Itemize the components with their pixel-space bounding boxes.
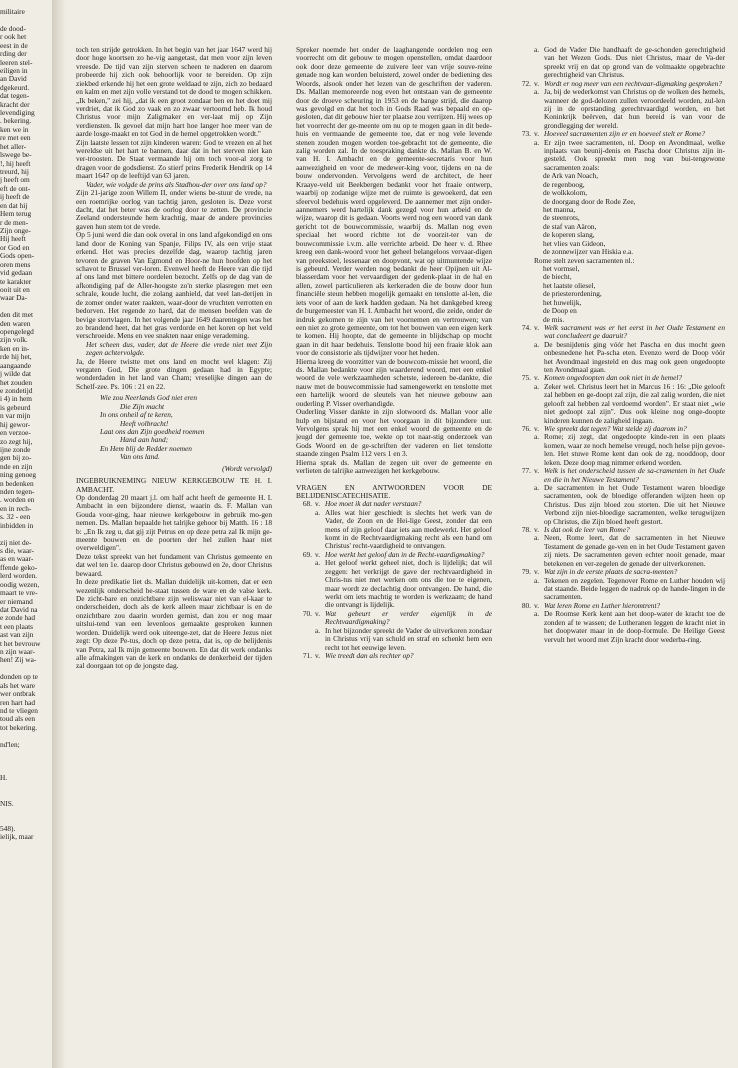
- margin-line: opengelegd: [0, 328, 34, 337]
- margin-line: [0, 530, 50, 538]
- answer-text: Het geloof werkt geheel niet, doch is lijdelijk; dat wil zeggen: het verkrijgt de gave der rechtvaardigheid in Chris-tus niet met werken om ons die toe te eigenen, maar wordt ze declachtig door ontvangen. De hand, die werkt om iets machtig te worden is werkzaam; de hand die ontvangt is lijdelijk.: [325, 558, 492, 610]
- margin-line: zijn volk.: [0, 336, 28, 345]
- question-number: 80.: [521, 600, 531, 610]
- margin-line: donden op te: [0, 673, 38, 682]
- question-text: Hoe werkt het geloof dan in de Recht-vaardigmaking?: [325, 549, 485, 559]
- qa-letter: v.: [534, 129, 540, 139]
- margin-line: s. 32 - een: [0, 513, 31, 522]
- verse-line: Heeft volbracht!: [120, 418, 169, 428]
- question-number: 74.: [521, 322, 531, 332]
- margin-line: 548).: [0, 824, 16, 833]
- verse-line: Hand aan hand;: [120, 435, 169, 445]
- question-number: [515, 341, 534, 375]
- list-item: het manna,: [543, 205, 576, 215]
- margin-line: nd te vliegen: [0, 707, 38, 716]
- question-number: [296, 509, 315, 551]
- margin-line: dat David na: [0, 605, 38, 614]
- list-item: de doorgang door de Rode Zee,: [543, 196, 636, 206]
- margin-line: nde en zijn: [0, 462, 33, 471]
- question-number: [515, 534, 534, 568]
- answer: [515, 139, 725, 173]
- margin-line: dat tegen-: [0, 92, 30, 101]
- question-number: [515, 433, 534, 467]
- answer: [296, 627, 492, 652]
- question-number: 72.: [521, 78, 531, 88]
- question-number: [515, 610, 534, 644]
- margin-line: is gebeurd: [0, 403, 31, 412]
- qa-letter: v.: [534, 373, 540, 383]
- paragraph: Zijn laatste lessen tot zijn kinderen waren: God te vrezen en al het wereldse uit het hart te bannen, daar dat in het sterven niet kan ver-troosten. De Staat vermaande hij om toch voor-al zorg te dragen voor de godsdienst. Zo stierf prins Frederik Hendrik op 14 maart 1647 op de leeftijd van 63 jaren.: [76, 137, 272, 181]
- margin-line: r de men-: [0, 218, 29, 227]
- question-text: Komen ongedoopten dan ook niet in de hemel?: [544, 373, 683, 383]
- verse-line: Wie zou Neerlands God niet eren: [100, 393, 198, 403]
- margin-line: [0, 791, 50, 799]
- qa-letter: v.: [534, 466, 540, 476]
- qa-letter: a.: [534, 137, 540, 147]
- answer-text: Rome; zij zegt, dat ongedoopte kinde-ren in een plaats komen, waar ze noch hemelse vreugd, noch helse pijn gevoe-len. Het stuwe Rome kent dan ook de zg. nooddoop, door leken. Deze doop mag nimmer erkend worden.: [544, 432, 725, 467]
- margin-line: nden tegen-: [0, 488, 35, 497]
- to-be-continued: (Wordt vervolgd): [222, 463, 272, 473]
- answer: [515, 484, 725, 526]
- margin-line: zo zegt hij,: [0, 437, 33, 446]
- answer: [515, 433, 725, 467]
- margin-line: lswege be-: [0, 151, 32, 160]
- margin-line: er niemand: [0, 597, 33, 606]
- answer: [515, 341, 725, 375]
- question-number: [515, 577, 534, 602]
- paragraph: Zijn 21-jarige zoon Willem II, onder wiens be-stuur de vrede, na een roemrijke oorlog van tachtig jaren, gesloten is. Deze vorst dacht, dat het beter was de oorlog door te zetten. De provincie Zeeland ondersteunde hem krachtig, maar de andere provincies gaven hun stem tot de vrede.: [76, 188, 272, 231]
- paragraph: Ja, de Heere twistte met ons land en mocht wel klagen: Zij vergaten God, Die grote dingen gedaan had in Egypte; wonderdaden in het land van Cham; vreselijke dingen aan de Schelf-zee. Ps. 106 : 21 en 22.: [76, 356, 272, 391]
- margin-line: ren hart had: [0, 698, 36, 707]
- margin-line: oodig wezen,: [0, 580, 40, 589]
- margin-line: or God en: [0, 243, 30, 252]
- answer-text: Alles wat hier geschiedt is slechts het werk van de Vader, de Zoon en de Hei-lige Geest, zonder dat een mens of zijn geloof daar iets aan medewerkt. Het geloof komt in de Rechtvaardigmaking recht als een hand om Christus' recht-vaardigheid te ontvangen.: [325, 507, 492, 551]
- question-text: Wordt er nog meer van een rechtvaar-digmaking gesproken?: [544, 78, 723, 88]
- question-number: 79.: [521, 567, 531, 577]
- qa-letter: a.: [534, 533, 540, 543]
- margin-line: Hem terug: [0, 210, 32, 219]
- margin-line: i 4) in hem: [0, 395, 33, 404]
- margin-line: t een plaats: [0, 622, 34, 631]
- answer: [515, 610, 725, 644]
- margin-line: lerd worden.: [0, 572, 38, 581]
- margin-line: ijne zonde: [0, 445, 31, 454]
- margin-line: dgekeurd.: [0, 83, 30, 92]
- qa-letter: v.: [315, 499, 321, 509]
- margin-line: zij niet de-: [0, 538, 32, 547]
- paragraph: Ouderling Visser dankte in zijn slotwoord ds. Mallan voor alle hulp en bijstand en voor het voorgaan in dit bijzondere uur. Vervolgens sprak hij met een enkel woord de gemeente en de jeugd der gemeente toe, wekte op tot naar-stig onderzoek van Gods Woord en de ge-schriften der vaderen en liet tenslotte staande zingen Psalm 112 vers 1 en 3.: [296, 407, 492, 459]
- margin-line: toud als een: [0, 715, 36, 724]
- qa-letter: a.: [315, 558, 321, 568]
- psalm-verse: [76, 394, 272, 461]
- margin-line: inbidden in: [0, 521, 34, 530]
- question-text: Wat zijn in de eerste plaats de sacra-menten?: [544, 567, 678, 577]
- qa-letter: a.: [534, 87, 540, 97]
- margin-line: t het bevrouw: [0, 639, 41, 648]
- qa-letter: a.: [534, 381, 540, 391]
- margin-line: Hij heeft: [0, 235, 26, 244]
- margin-line: eft de ont-: [0, 184, 31, 193]
- paragraph: Op 5 juni werd die dan ook overal in ons land afgekondigd en ons land door de Koning van Spanje, Filips IV, als een vrije staat erkend. Het was precies dezelfde dag, waarop tachtig jaren tevoren de graven Van Egmond en Hoor-ne hun hoofden op het schavot te Brussel ver-loren. Evenwel heeft de Heere van die tijd af ons land met bittere oordelen bezocht. Zelfs op de dag van de afkondiging paf de Aller-hoogste zo'n sterke plasregen met een schrale, koude lucht, die zolang aanhield, dat veel lan-derijen in de zomer onder water raakten, waar-door de vruchten verrotten en bedorven. Het regende zo hard, dat de mensen beefden van de bevige stortvlagen. In het volgende jaar 1649 daarentegen was het zo brandend heet, dat het gras verdorde en het koren op het veld verschroeide. Mens en vee snakten naar enige verademing.: [76, 230, 272, 341]
- margin-line: ielijk, maar: [0, 833, 34, 842]
- margin-line: nd'len;: [0, 740, 20, 749]
- margin-line: [0, 749, 50, 757]
- verse-line: Laat ons dan Zijn goedheid roemen: [100, 426, 205, 436]
- paragraph: Rome stelt zeven sacramenten nl.:: [534, 255, 635, 265]
- margin-line: maart te vre-: [0, 589, 38, 598]
- margin-line: [0, 16, 50, 24]
- margin-line: n zijn waar-: [0, 648, 35, 657]
- question-text: Is dat ook de leer van Rome?: [544, 525, 630, 535]
- question-number: [296, 627, 315, 652]
- question-number: 78.: [521, 525, 531, 535]
- margin-line: treurd, hij: [0, 168, 29, 177]
- qa-letter: a.: [534, 339, 540, 349]
- margin-line: r ook het: [0, 33, 27, 42]
- qa-letter: v.: [315, 549, 321, 559]
- margin-line: Gods open-: [0, 252, 35, 261]
- verse-line: Die Zijn macht: [120, 401, 165, 411]
- margin-line: NIS.: [0, 799, 14, 808]
- qa-letter: v.: [534, 78, 540, 88]
- margin-line: ken en in-: [0, 344, 30, 353]
- margin-line: Zijn onge-: [0, 226, 31, 235]
- left-margin-column: [0, 8, 50, 842]
- answer-text: De sacramenten in het Oude Testament waren bloedige sacramenten, ook de bloedige offeranden wijzen heen op Christus. Dus zijn bloed zou storten. Die uit het Nieuwe Verbond zijn niet-bloedige sacramenten, welke terugwijzen op Christus, die Zijn bloed heeft gestort.: [544, 482, 725, 526]
- question-text: Hoe moet ik dat nader verstaan?: [325, 499, 422, 509]
- question-number: 69.: [302, 549, 312, 559]
- qa-letter: v.: [534, 567, 540, 577]
- margin-line: . bekering.: [0, 117, 32, 126]
- question: [296, 610, 492, 627]
- qa-list: [515, 324, 725, 644]
- list-item: de Doop en: [543, 306, 577, 316]
- list-item: de biecht,: [543, 272, 572, 282]
- qa-letter: v.: [534, 525, 540, 535]
- list-item: de regenboog,: [543, 179, 585, 189]
- question-number: 75.: [521, 373, 531, 383]
- qa-letter: a.: [315, 507, 321, 517]
- question: [296, 652, 492, 660]
- margin-line: aangaande: [0, 361, 31, 370]
- answer-text: De besnijdenis ging vóór het Pascha en dus mocht geen onbesnedene het Pa-scha eten. Evenzo werd de Doop vóór het Avondmaal ingesteld en dus mag ook geen ongedoopte ten Avondmaal gaan.: [544, 339, 725, 375]
- margin-line: !, hij heeft: [0, 159, 31, 168]
- margin-line: waar Da-: [0, 294, 28, 303]
- question-number: 68.: [302, 499, 312, 509]
- list-item: de staf van Aäron,: [543, 221, 597, 231]
- list-item: de steenrots,: [543, 213, 580, 223]
- margin-line: den dit met: [0, 311, 34, 320]
- dialogue-question: Het scheen dus, vader, dat de Heere die vrede niet met Zijn zegen achtervolgde.: [86, 339, 272, 358]
- question-number: [515, 88, 534, 130]
- answer-text: In het bijzonder spreekt de Vader de uitverkoren zondaar in Christus vrij van schuld en straf en schenkt hem een recht tot het eeuwige leven.: [325, 625, 492, 652]
- margin-line: [0, 732, 50, 740]
- answer-text: Neen, Rome leert, dat de sacramenten in het Nieuwe Testament de genade ge-ven en in het Oude Testament gaven zij niets. De sacramenten geven echter nooit genade, maar betekenen en ver-zegelen de genade der uitverkorenen.: [544, 533, 725, 568]
- margin-line: [0, 758, 50, 766]
- qa-letter: a.: [534, 482, 540, 492]
- margin-line: an David: [0, 75, 27, 84]
- margin-line: n var mijn: [0, 412, 31, 421]
- extraordinary-sacraments-list: [515, 172, 725, 256]
- qa-letter: v.: [534, 322, 540, 332]
- margin-line: [0, 783, 50, 791]
- column-2: [296, 46, 492, 660]
- qa-list: [296, 500, 492, 660]
- answer-text: De Roomse Kerk kent aan het doop-water de kracht toe de zonden af te wassen; de Lutheranen leggen de kracht niet in het doopwater maar in de doop-formule. De Heilige Geest vervult het woord met Zijn kracht door wederba-ring.: [544, 609, 725, 644]
- question-text: Wie spreekt dat tegen? Wat stelde zij daarom in?: [544, 423, 687, 433]
- qa-letter: a.: [534, 575, 540, 585]
- answer: [515, 46, 725, 80]
- qa-letter: a.: [315, 625, 321, 635]
- margin-line: [0, 303, 50, 311]
- question-number: [515, 46, 534, 80]
- question-number: 73.: [521, 129, 531, 139]
- question: [515, 467, 725, 484]
- answer: [296, 559, 492, 610]
- verse-line: In ons onheil af te keren,: [100, 410, 173, 420]
- margin-line: en dat hij: [0, 201, 28, 210]
- margin-line: j wilde dat: [0, 370, 31, 379]
- list-item: het huwelijk,: [543, 297, 582, 307]
- margin-line: en verzoe-: [0, 429, 31, 438]
- paragraph: Hierna sprak ds. Mallan de zegen uit over de gemeente en verlieten de talrijke aanwezigen het kerkgebouw.: [296, 457, 492, 476]
- answer-text: Tekenen en zegelen. Tegenover Rome en Luther houden wij dat staande. Beide leggen de nadruk op de hande-lingen in de sacramenten.: [544, 575, 725, 602]
- margin-line: gen bij zo-: [0, 454, 32, 463]
- margin-line: militaire: [0, 8, 25, 16]
- margin-line: tot bekering.: [0, 723, 38, 732]
- answer: [296, 509, 492, 551]
- question-text: Wat gebeurt er verder eigenlijk in de Rechtvaardigmaking?: [325, 608, 492, 627]
- margin-line: re met een: [0, 134, 31, 143]
- margin-line: hen! Zij wa-: [0, 656, 37, 665]
- paragraph: toch ten strijde getrokken. In het begin van het jaar 1647 werd hij door hoge koortsen zo he-vig aangetast, dat men voor zijn leven vreesde. De tijd van zijn sterven scheen te naderen en daarom probeerde hij zich ook behoorlijk voor te bereiden. Op zijn ziekbed erkende hij het een grote weldaad te zijn, zich zo bedaard en kalm en met zijn volle verstand tot de dood te mogen schikken. „Ik beken," zei hij, „dat ik een groot zondaar ben en het doet mij verdriet, dat ik God zo vaak en zo zwaar vertoornd heb. Ik houd Christus voor mijn Zaligmaker en ver-laat mij op Zijn verdiensten. Ik gevoel dat mijn hart hoe langer hoe meer van de aarde losge-maakt en tot God in de hemel opgetrokken wordt.": [76, 46, 272, 139]
- margin-line: ooit uit en: [0, 285, 30, 294]
- margin-line: het aller-: [0, 142, 27, 151]
- margin-line: [0, 766, 50, 774]
- question-number: [296, 559, 315, 610]
- margin-line: s die, waar-: [0, 547, 34, 555]
- margin-line: en in rech-: [0, 504, 32, 513]
- margin-line: as en waar-: [0, 555, 34, 564]
- question-number: 71.: [302, 650, 312, 660]
- column-1: [76, 46, 272, 671]
- list-item: de priesterordening,: [543, 289, 602, 299]
- margin-line: levendiging: [0, 109, 35, 118]
- dialogue-question: Vader, wie volgde de prins als Stadhou-der over ons land op?: [86, 179, 267, 189]
- list-item: de zonnewijzer van Hiskia e.a.: [543, 247, 634, 257]
- answer: [515, 88, 725, 130]
- margin-line: e zonde had: [0, 614, 36, 623]
- answer: [515, 577, 725, 602]
- margin-line: het zouden: [0, 378, 33, 387]
- margin-line: oren mens: [0, 260, 31, 269]
- paragraph: In deze predikatie liet ds. Mallan duidelijk uit-komen, dat er een wezenlijk onderscheid be-staat tussen de ware en de valse kerk. De zicht-bare en onzichtbare zijn weliswaar niet van el-kaar te onderscheiden, doch als de kerk alleen maar zichtbaar is en de onzichtbare zou daarin worden gemist, dan zou er nog maar uitslui-tend van een levenloos gemaakte gesproken kunnen worden. Duidelijk werd ook uiteenge-zet, dat de Heere Jezus niet zegt: Op deze Pe-tus, doch op deze petra, dat is, op de belijdenis van Petra, zal Ik mijn gemeente bouwen. En dat dit werk ondanks alle afmakingen van de kerk en ondanks de denkerheid der tijden zal doorgaan tot op de jongste dag.: [76, 577, 272, 671]
- answer-text: Ja, bij de wederkomst van Christus op de wolken des hemels, wanneer de god-delozen zullen veroordeeld worden, zul-len zij in de oprstanding gerechtvaardigd worden, en het Koninkrijk beërven, dat hun bereid is van voor de grondlegging der wereld.: [544, 87, 725, 130]
- margin-line: n bedenken: [0, 479, 34, 488]
- qa-letter: a.: [534, 609, 540, 619]
- rome-sacraments-list: [515, 265, 725, 324]
- article-heading: VRAGEN EN ANTWOORDEN VOOR DE BELIJDENISCATECHISATIE.: [296, 482, 492, 500]
- list-item: de koperen slang,: [543, 230, 595, 240]
- article-heading: INGEBRUIKNEMING NIEUW KERKGEBOUW TE H. I. AMBACHT.: [76, 476, 272, 494]
- question-text: Welk sacrament was er het eerst in het Oude Testament en wat concludeert ge daaruit?: [544, 322, 725, 341]
- list-item: de wolkkolom,: [543, 188, 588, 198]
- margin-line: als het ware: [0, 681, 36, 690]
- question-text: Wie treedt dan als rechter op?: [325, 650, 414, 660]
- margin-line: H.: [0, 774, 8, 783]
- list-item: het laatste oliesel,: [543, 280, 596, 290]
- answer-text: Er zijn twee sacramenten, nl. Doop en Avondmaal, welke inplaats van beunij-denis en Pascha door Christus zijn in-gesteld. Ook spreekt men nog van bui-tengewone sacramenten zoals:: [544, 137, 725, 172]
- margin-line: rding der: [0, 50, 27, 59]
- margin-line: de dood-: [0, 24, 26, 33]
- question-text: Welk is het onderscheid tussen de sa-cramenten in het Oude en die in het Nieuwe Testament?: [544, 466, 725, 484]
- verse-line: En Hem blij de Redder noemen: [100, 443, 192, 453]
- margin-line: [0, 665, 50, 673]
- paragraph: Hierna kreeg de voorzitter van de bouwcom-missie het woord, die ds. Mallan bedankte voor zijn waarderend woord, met een enkel woord de vele werkzaamheden schetste, iedereen be-dankte, die nauw met de bouwcommissie had samengewerkt en tenslotte met een hartelijk woord de sleutels van het nieuwe gebouw aan ouderling P. Visser overhandigde.: [296, 356, 492, 408]
- answer: [515, 534, 725, 568]
- page-gutter: [52, 0, 66, 1068]
- qa-letter: v.: [534, 600, 540, 610]
- question-number: 70.: [302, 608, 312, 618]
- qa-letter: a.: [534, 432, 540, 442]
- margin-line: j heeft om: [0, 176, 30, 185]
- answer: [515, 383, 725, 425]
- margin-line: kracht der: [0, 100, 30, 109]
- question-number: [515, 484, 534, 526]
- paragraph: Op donderdag 20 maart j.l. om half acht heeft de gemeente H. I. Ambacht in een bijzondere dienst, waarin ds. F. Mallan van Gouda voor-ging, haar nieuwe kerkgebouw in gebruik mo-gen nemen. Ds. Mallan bepaalde het talrijke gehoor bij Matth. 16 : 18 b: „En Ik zeg u, dat gij zijt Petrus en op deze petra zal Ik mijn ge-meente bouwen en de poorten der hel zullen haar niet overweldigen".: [76, 492, 272, 553]
- margin-line: ast van zijn: [0, 631, 34, 640]
- question-number: 77.: [521, 466, 531, 476]
- list-item: het vormsel,: [543, 263, 580, 273]
- margin-line: leeren stel-: [0, 58, 33, 67]
- margin-line: vid gedaan: [0, 269, 33, 278]
- question-text: Wat leren Rome en Luther hieromtrent?: [544, 600, 661, 610]
- list-item: de Ark van Noach,: [543, 171, 599, 181]
- question-number: [515, 383, 534, 425]
- margin-line: wer ontbrak: [0, 690, 36, 699]
- answer-text: God de Vader Die handhaaft de ge-schonden gerechtigheid van het Wezen Gods. Dus niet Christus, maar de Va-der spreekt vrij en dat op grond van de volmaakte opgebrachte gerechtigheid van Christus.: [544, 46, 725, 80]
- margin-line: te karakter: [0, 277, 32, 286]
- question-number: 76.: [521, 423, 531, 433]
- list-item: de mis.: [543, 314, 565, 324]
- margin-line: den waren: [0, 319, 31, 328]
- margin-line: ken we in: [0, 125, 29, 134]
- qa-letter: v.: [315, 650, 321, 660]
- list-item: het vlies van Gideon,: [543, 238, 606, 248]
- margin-line: [0, 808, 50, 816]
- qa-letter: v.: [315, 608, 321, 618]
- paragraph: Deze tekst spreekt van het fundament van Christus gemeente en dat wel ten 1e. daarop door Christus gebouwd en 2e, door Christus bewaard.: [76, 551, 272, 578]
- paragraph: Spreker noemde het onder de laaghangende oordelen nog een voorrecht om dit gebouw te mogen openstellen, omdat daardoor ook door deze gemeente de zuivere leer van vrije souve-reine genade nog kan worden beluisterd, zowel onder de bediening des Woords, alsook onder het lezen van de geschriften der vaderen. Ds. Mallan memoreerde nog even het ontstaan van de gemeente door de droeve scheuring in 1953 en de bange strijd, die daarop was gevolgd en dat het toch in Gods Raad was bepaald en op-gesloten, dat dit gebouw hier ter plaatse zou verrijzen. Hij wees op het voorrecht der ge-meente om nu op te mogen gaan in dit bede-huis en vermaande de gemeente toe, dat er nog vele levende stenen zouden mogen worden toe-gebracht tot de gemeente, die zalig worden zal. In de toespraking dankte ds. Mallan B. en W. van H. I. Ambacht en de gemeente-secretaris voor hun aanwezigheid en voor de medewer-king voor, tijdens en na de bouw ondervonden. Vervolgens werd de architect, de heer Kraaye-veld uit Beekbergen bedankt voor het fraaie ontwerp, waarbij op zodanige wijze met de ruimte is gewoekerd, dat een sfeervol bedehuis werd opgeleverd. De aannemer met zijn onder-aannemers werd hartelijk dank gezegd voor hun arbeid en de wijze, waarop dit is gedaan. Voorts werd nog een woord van dank gericht tot de bouwcommissie, waarbij ds. Mallan nog even speciaal het woord richtte tot de voorzit-ter van de bouwcommissie i.v.m. alle verrichte arbeid. De heer v. d. Rhee kreeg een dank-woord voor het geheel belangeloos vervaar-digen van preekstoel, lessenaar en doopvont, wat op uitmuntende wijze is gebeurd. Verder werden nog bedankt de heer Opijnen uit Al-blasserdam voor het vervaardigen der gedenk-plaat in de hal en allen, zowel particulieren als kerkeraden die de bouw door hun financiële steun hebben mogelijk gemaakt en tenslotte al-len, die iets voor of aan de kerk hadden gedaan. Na het dankgebed kreeg de burgemeester van H. I. Ambacht het woord, die zeide, onder de indruk gekomen te zijn van het voornemen en vertrouwen; van een niet zo grote gemeente, om tot het bouwen van een eigen kerk te komen. Hij hoopte, dat de gemeente in blijdschap op mocht gaan in dit haar bedehuis. Tenslotte bood hij een fraaie klok aan voor de consistorie als tijdwijzer voor het heden.: [296, 46, 492, 358]
- margin-line: . worden en: [0, 496, 35, 505]
- margin-line: eiligen in: [0, 66, 28, 75]
- margin-line: ffende geko-: [0, 563, 38, 572]
- verse-line: Van ons land.: [120, 452, 160, 462]
- margin-line: [0, 817, 50, 825]
- answer-text: Zeker wel. Christus leert het in Marcus 16 : 16: „Die gelooft zal hebben en ge-doopt zal zijn, die zal zalig worden, die niet gelooft zal hebben zal verdoemd worden". Er staat niet „wie niet gedoopt zal zijn". Dus ook kleine nog onge-doopte kinderen kunnen de zaligheid ingaan.: [544, 381, 725, 425]
- question-number: [515, 139, 534, 173]
- margin-line: e zondetijd: [0, 386, 33, 395]
- margin-line: hij gewor-: [0, 420, 31, 429]
- question: [515, 324, 725, 341]
- qa-list: [515, 46, 725, 172]
- qa-letter: a.: [534, 46, 540, 54]
- margin-line: eest in de: [0, 41, 28, 50]
- margin-line: ning genoeg: [0, 471, 37, 480]
- margin-line: rde hij het,: [0, 353, 32, 362]
- margin-line: ij heeft de: [0, 193, 30, 202]
- question-text: Hoeveel sacramenten zijn er en hoeveel stelt er Rome?: [544, 129, 706, 139]
- column-3: [515, 46, 725, 644]
- qa-letter: v.: [534, 423, 540, 433]
